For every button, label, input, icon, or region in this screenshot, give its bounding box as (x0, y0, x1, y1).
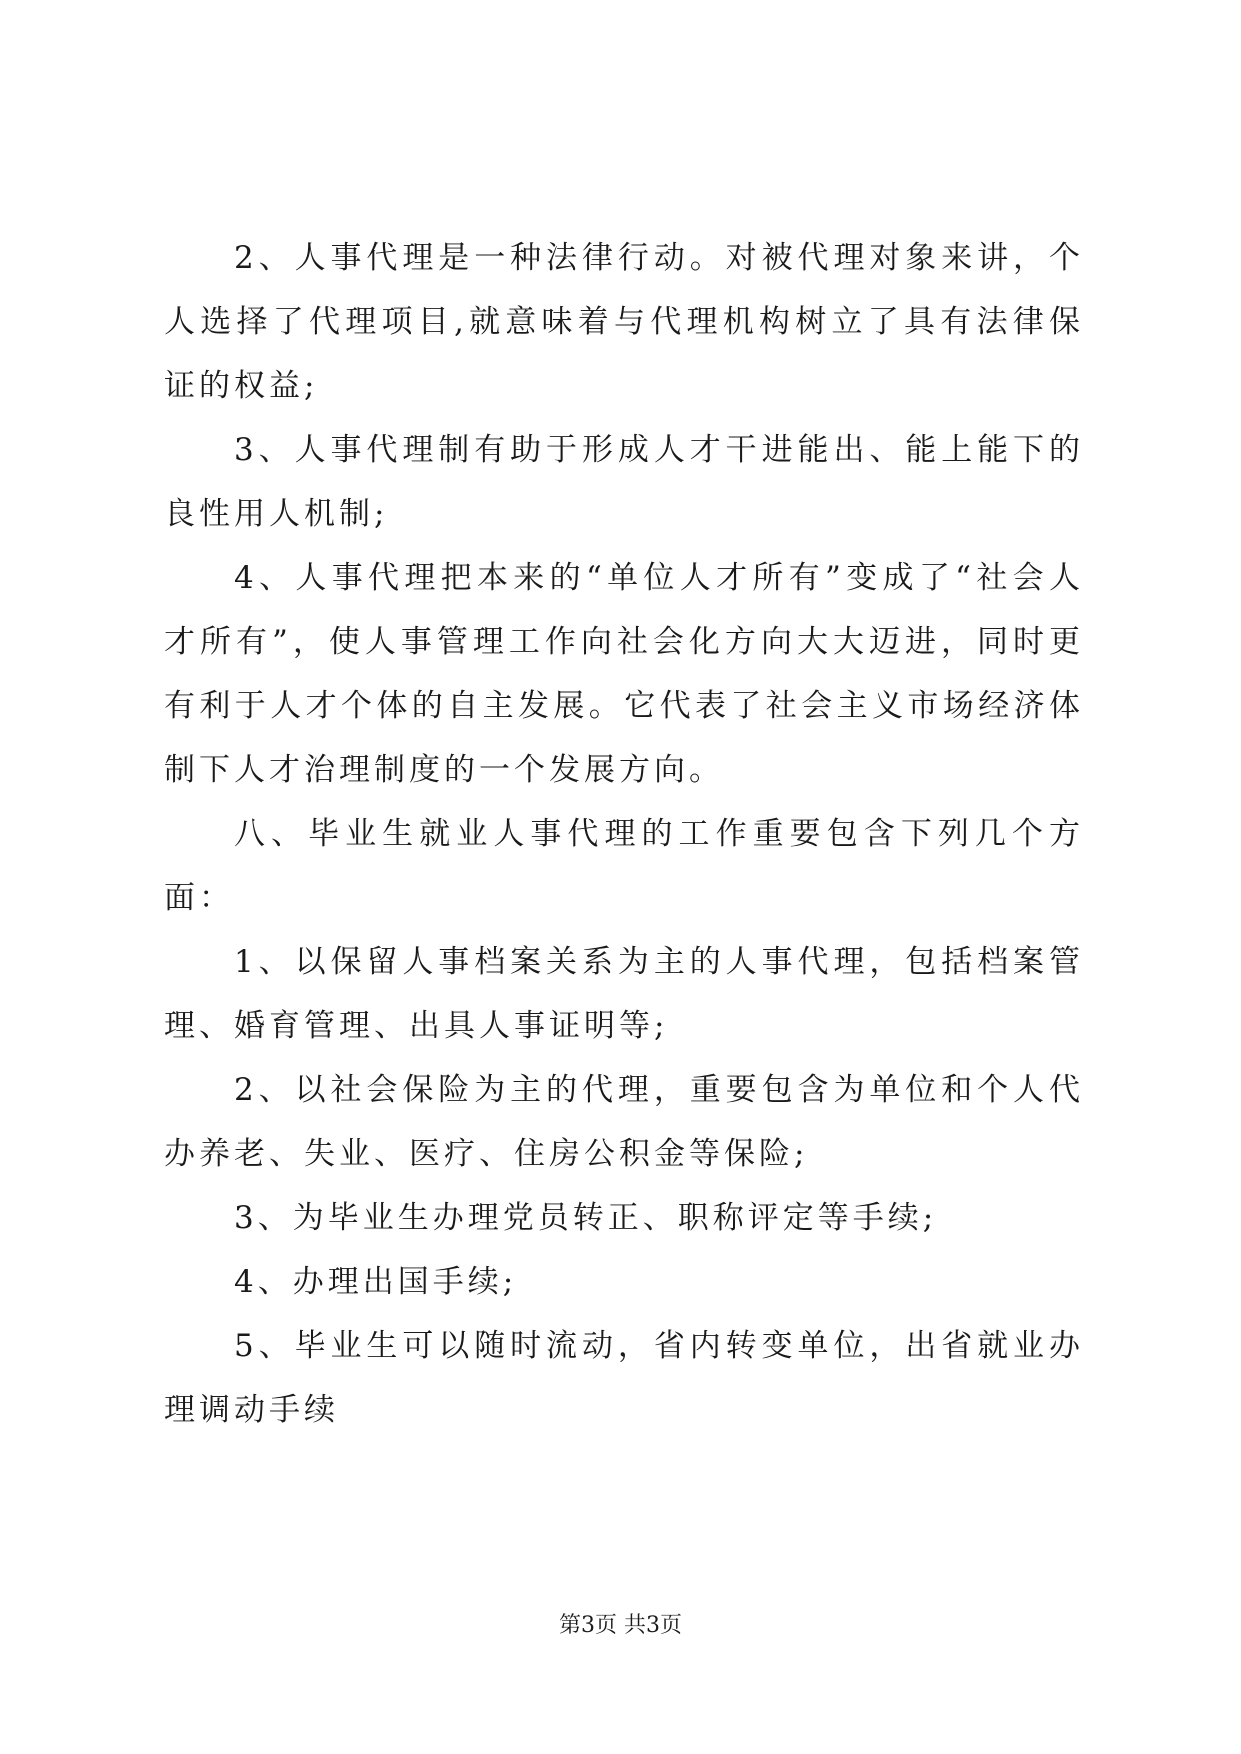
page-number-footer: 第3页 共3页 (559, 1613, 682, 1638)
paragraph: 2、以社会保险为主的代理，重要包含为单位和个人代办养老、失业、医疗、住房公积金等保险; (164, 1072, 1084, 1172)
paragraph: 4、办理出国手续; (234, 1264, 518, 1300)
paragraph: 1、以保留人事档案关系为主的人事代理，包括档案管理、婚育管理、出具人事证明等; (164, 944, 1084, 1044)
paragraph: 5、毕业生可以随时流动，省内转变单位，出省就业办理调动手续 (164, 1328, 1084, 1428)
paragraph: 3、人事代理制有助于形成人才干进能出、能上能下的良性用人机制; (164, 432, 1084, 532)
section-heading: 八、毕业生就业人事代理的工作重要包含下列几个方面： (164, 816, 1084, 916)
document-body (164, 226, 1084, 1442)
paragraph: 3、为毕业生办理党员转正、职称评定等手续; (234, 1200, 938, 1236)
paragraph: 2、人事代理是一种法律行动。对被代理对象来讲，个人选择了代理项目,就意味着与代理机构树立了具有法律保证的权益; (164, 240, 1084, 404)
paragraph: 4、人事代理把本来的“单位人才所有”变成了“社会人才所有”，使人事管理工作向社会化方向大大迈进，同时更有利于人才个体的自主发展。它代表了社会主义市场经济体制下人才治理制度的一个发展方向。 (164, 560, 1084, 788)
